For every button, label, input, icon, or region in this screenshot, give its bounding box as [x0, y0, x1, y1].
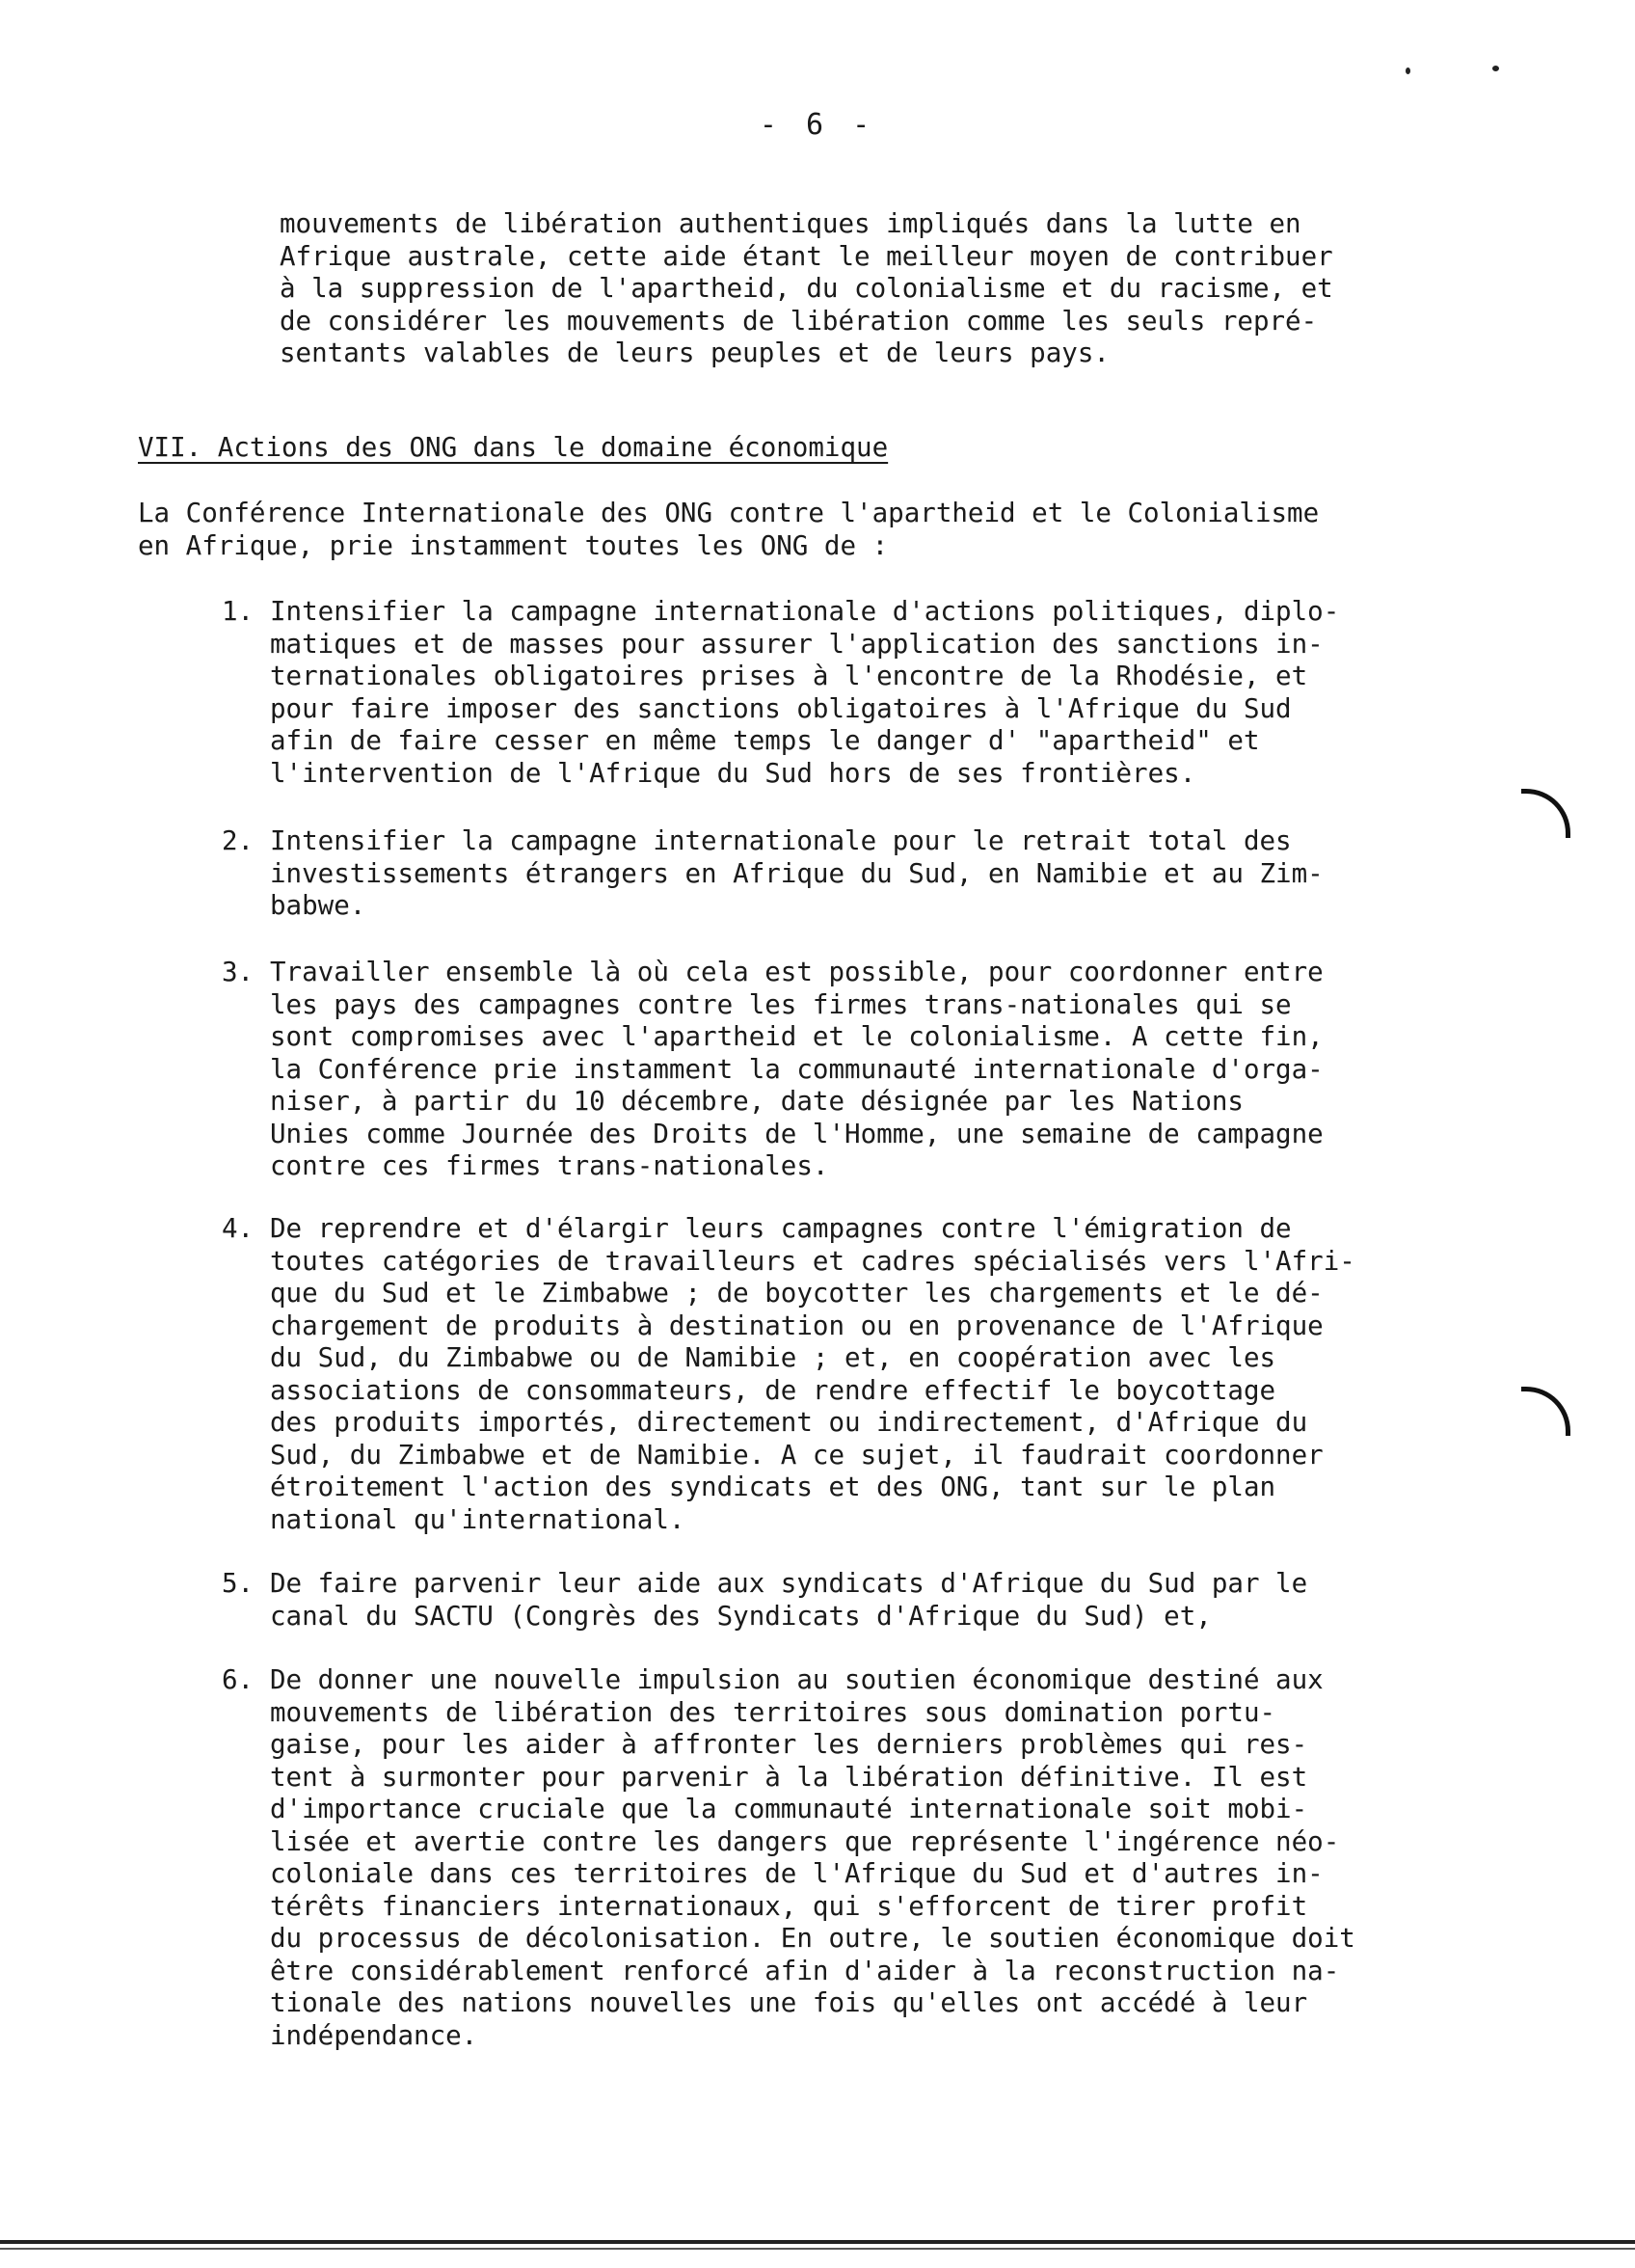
list-item-text: Intensifier la campagne internationale d'actions politiques, diplo- matiques et de masses pour assurer l'application des sanctions in- ternationales obligatoires prises à l'encontre de la Rhodésie, et pour faire imposer des sanctions obligatoires à l'Afrique du Sud afin de faire cesser en même temps le danger d' "apartheid" et l'intervention de l'Afrique du Sud hors de ses frontières.	[270, 596, 1340, 789]
list-item-number: 4.	[222, 1213, 255, 1244]
list-item-number: 2.	[222, 825, 255, 856]
page-number: - 6 -	[759, 108, 876, 142]
list-item-text: De donner une nouvelle impulsion au soutien économique destiné aux mouvements de libération des territoires sous domination portu- gaise, pour les aider à affronter les derniers problèmes qui res- tent à surmonter pour parvenir à la libération définitive. Il est d'importance cruciale que la communauté internationale soit mobi- lisée et avertie contre les dangers que représente l'ingérence néo- coloniale dans ces territoires de l'Afrique du Sud et d'autres in- térêts financiers internationaux, qui s'efforcent de tirer profit du processus de décolonisation. En outre, le soutien économique doit être considérablement renforcé afin d'aider à la reconstruction na- tionale des nations nouvelles une fois qu'elles ont accédé à leur indépendance.	[270, 1664, 1355, 2051]
intro-paragraph: mouvements de libération authentiques impliqués dans la lutte en Afrique australe, cette aide étant le meilleur moyen de contribuer à la suppression de l'apartheid, du colonialisme et du racisme, et de considérer les mouvements de libération comme les seuls repré- sentants valables de leurs peuples et de leurs pays.	[280, 208, 1333, 368]
section-heading: VII. Actions des ONG dans le domaine économique	[138, 432, 889, 463]
list-item-number: 1.	[222, 596, 255, 627]
punch-hole-mark	[1521, 789, 1570, 838]
list-item-text: De faire parvenir leur aide aux syndicats d'Afrique du Sud par le canal du SACTU (Congrès des Syndicats d'Afrique du Sud) et,	[270, 1568, 1308, 1632]
scan-speck	[1406, 68, 1410, 74]
list-item-number: 5.	[222, 1568, 255, 1599]
list-item-text: De reprendre et d'élargir leurs campagnes contre l'émigration de toutes catégories de travailleurs et cadres spécialisés vers l'Afri- que du Sud et le Zimbabwe ; de boycotter les chargements et le dé- chargement de produits à destination ou en provenance de l'Afrique du Sud, du Zimbabwe ou de Namibie ; et, en coopération avec les associations de consommateurs, de rendre effectif le boycottage des produits importés, directement ou indirectement, d'Afrique du Sud, du Zimbabwe et de Namibie. A ce sujet, il faudrait coordonner étroitement l'action des syndicats et des ONG, tant sur le plan national qu'international.	[270, 1213, 1355, 1535]
punch-hole-mark	[1521, 1387, 1570, 1436]
list-item-number: 3.	[222, 957, 255, 987]
list-item-text: Travailler ensemble là où cela est possible, pour coordonner entre les pays des campagnes contre les firmes trans-nationales qui se sont compromises avec l'apartheid et le colonialisme. A cette fin, la Conférence prie instamment la communauté internationale d'orga- niser, à partir du 10 décembre, date désignée par les Nations Unies comme Journée des Droits de l'Homme, une semaine de campagne contre ces firmes trans-nationales.	[270, 957, 1324, 1181]
bottom-rule	[0, 2240, 1635, 2244]
list-item-number: 6.	[222, 1664, 255, 1695]
list-item-text: Intensifier la campagne internationale pour le retrait total des investissements étrangers en Afrique du Sud, en Namibie et au Zim- babwe.	[270, 825, 1324, 921]
section-lead-paragraph: La Conférence Internationale des ONG contre l'apartheid et le Colonialisme en Afrique, prie instamment toutes les ONG de :	[138, 498, 1320, 561]
bottom-rule-secondary	[0, 2248, 1635, 2250]
scan-speck	[1492, 66, 1499, 71]
